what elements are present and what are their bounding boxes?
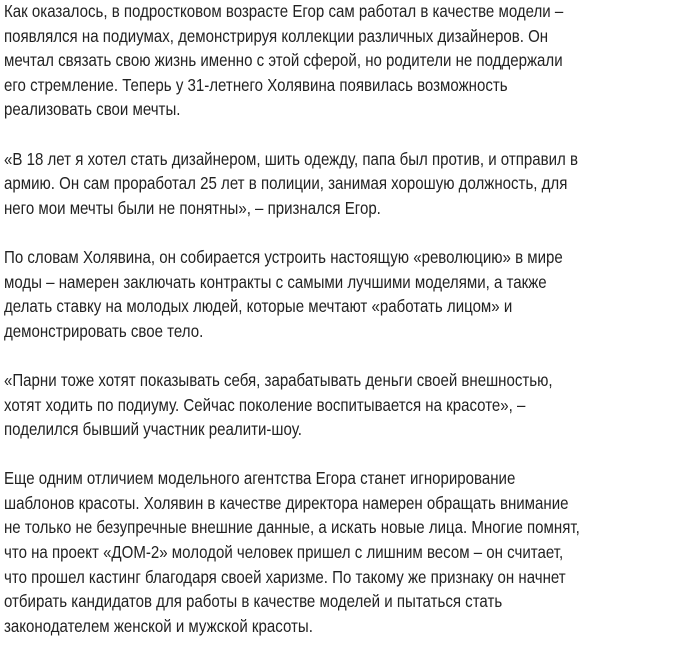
text-line: его стремление. Теперь у 31-летнего Холявина появилась возможность: [4, 74, 508, 95]
text-line: поделился бывший участник реалити-шоу.: [4, 419, 302, 440]
text-line: армию. Он сам проработал 25 лет в полиции, занимая хорошую должность, для: [4, 173, 568, 194]
text-line: демонстрировать свое тело.: [4, 320, 204, 341]
text-line: Как оказалось, в подростковом возрасте Егор сам работал в качестве модели –: [4, 1, 564, 21]
text-line: появлялся на подиумах, демонстрируя коллекции различных дизайнеров. Он: [4, 25, 549, 46]
text-line: делать ставку на молодых людей, которые мечтают «работать лицом» и: [4, 296, 513, 317]
text-line: реализовать свои мечты.: [4, 99, 181, 120]
text-line: хотят ходить по подиуму. Сейчас поколение воспитывается на красоте», –: [4, 394, 526, 415]
article-body: [4, 0, 699, 663]
paragraph-3: [4, 245, 699, 343]
text-line: По словам Холявина, он собирается устроить настоящую «революцию» в мире: [4, 246, 563, 267]
paragraph-1: [4, 0, 699, 122]
text-line: Еще одним отличием модельного агентства Егора станет игнорирование: [4, 468, 516, 489]
text-line: «В 18 лет я хотел стать дизайнером, шить одежду, папа был против, и отправил в: [4, 148, 578, 169]
text-line: «Парни тоже хотят показывать себя, зарабатывать деньги своей внешностью,: [4, 369, 553, 390]
text-line: законодателем женской и мужской красоты.: [4, 615, 313, 636]
text-line: что прошел кастинг благодаря своей харизме. По такому же признаку он начнет: [4, 566, 566, 587]
text-line: шаблонов красоты. Холявин в качестве директора намерен обращать внимание: [4, 492, 569, 513]
paragraph-5: [4, 466, 699, 638]
text-line: не только не безупречные внешние данные, а искать новые лица. Многие помнят,: [4, 517, 580, 538]
paragraph-4-quote: [4, 368, 699, 442]
text-line: что на проект «ДОМ-2» молодой человек пришел с лишним весом – он считает,: [4, 542, 564, 563]
text-line: отбирать кандидатов для работы в качестве моделей и пытаться стать: [4, 591, 503, 612]
text-line: моды – намерен заключать контракты с самыми лучшими моделями, а также: [4, 271, 547, 292]
text-line: него мои мечты были не понятны», – признался Егор.: [4, 197, 381, 218]
text-line: мечтал связать свою жизнь именно с этой сферой, но родители не поддержали: [4, 50, 563, 71]
paragraph-2-quote: [4, 147, 699, 221]
